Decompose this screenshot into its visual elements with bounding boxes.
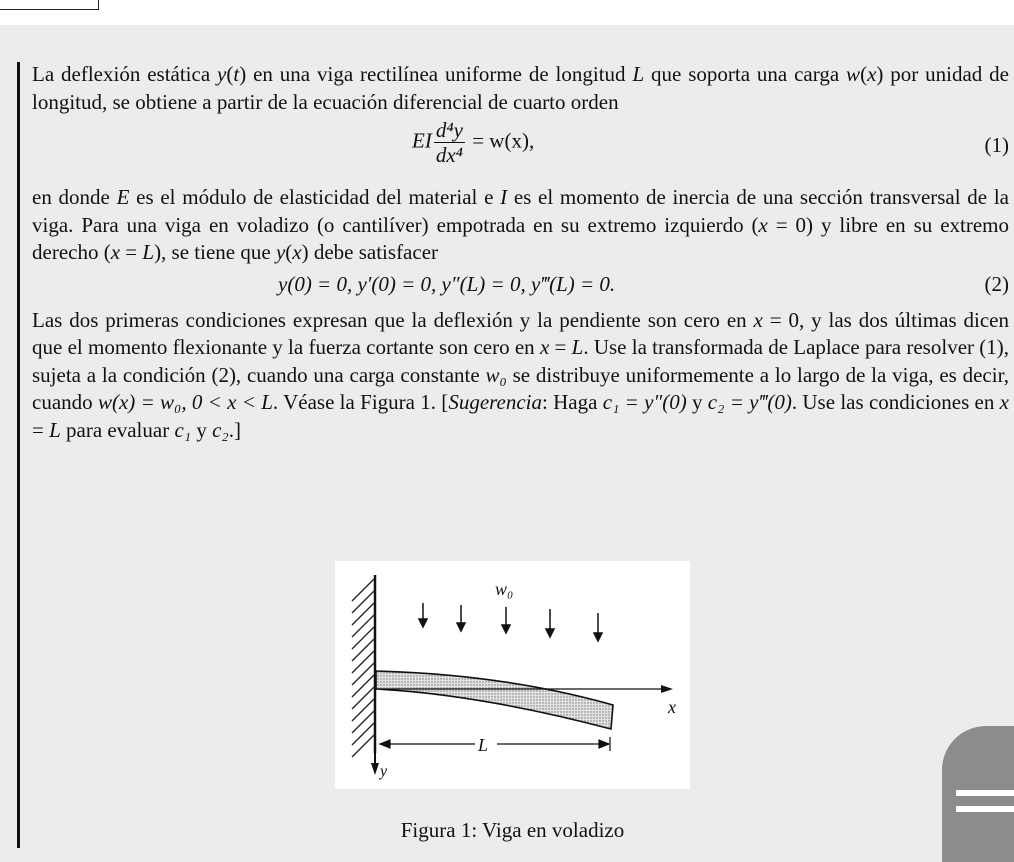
paragraph-intro bbox=[32, 61, 1009, 116]
text: es el momento de inercia de una sección transversal de la viga. Para una viga en voladizo (o cantilíver) empotrada en su extremo izquierdo ( bbox=[32, 185, 1009, 237]
text: = 0) y libre en su extremo derecho ( bbox=[32, 212, 1009, 264]
y-axis-arrow-icon bbox=[371, 763, 379, 775]
figure-caption: Figura 1: Viga en voladizo bbox=[400, 818, 625, 842]
text: La deflexión estática bbox=[32, 62, 218, 86]
math-c1: c₁ bbox=[174, 417, 192, 442]
menu-line-icon bbox=[956, 790, 1014, 796]
text: = bbox=[120, 240, 143, 264]
math-c2-def: c₂ = y‴(0) bbox=[707, 390, 792, 414]
text: ) en una viga rectilínea uniforme de longitud bbox=[239, 62, 633, 86]
text: ), se tiene que bbox=[154, 240, 276, 264]
text: . Use las condiciones en bbox=[791, 390, 1000, 414]
equation-2 bbox=[32, 267, 1009, 307]
math-I: I bbox=[500, 185, 508, 209]
load-label: w₀ bbox=[495, 579, 514, 599]
text: ( bbox=[285, 240, 293, 264]
text: ) debe satisfacer bbox=[301, 240, 439, 264]
eq1-number: (1) bbox=[984, 133, 1009, 157]
problem-text bbox=[32, 61, 1009, 444]
math-y: y bbox=[217, 62, 227, 86]
text: en donde bbox=[32, 185, 117, 209]
left-margin-bar bbox=[17, 62, 20, 848]
eq1-lhs: EI bbox=[412, 128, 432, 153]
text: Las dos primeras condiciones expresan que la deflexión y la pendiente son cero en bbox=[32, 307, 754, 332]
eq1-rhs: = w(x), bbox=[472, 128, 535, 153]
length-label: L bbox=[478, 735, 489, 755]
menu-toggle-button[interactable] bbox=[942, 726, 1014, 862]
text: = bbox=[32, 417, 50, 442]
cantilever-beam-diagram bbox=[335, 561, 690, 789]
math-L: L bbox=[49, 417, 61, 442]
math-L: L bbox=[571, 335, 584, 359]
text: : Haga bbox=[542, 390, 603, 414]
x-axis-arrow-icon bbox=[661, 685, 673, 693]
eq2-number: (2) bbox=[984, 271, 1009, 296]
math-x: x bbox=[110, 240, 121, 264]
text: para evaluar bbox=[60, 417, 175, 442]
hint-label: Sugerencia bbox=[448, 390, 543, 414]
top-frame-box bbox=[0, 0, 99, 10]
math-E: E bbox=[116, 185, 130, 209]
text: ) por unidad de longitud, se obtiene a partir de la ecuación diferencial de cuarto orden bbox=[32, 62, 1009, 114]
math-L: L bbox=[142, 240, 155, 264]
math-w0: w₀ bbox=[485, 362, 507, 387]
y-axis-label: y bbox=[380, 763, 388, 780]
load-arrows bbox=[419, 603, 602, 641]
math-load-condition: w(x) = w₀, 0 < x < L bbox=[97, 390, 273, 414]
math-x: x bbox=[867, 62, 877, 86]
math-x: x bbox=[753, 307, 763, 332]
text: y bbox=[191, 417, 213, 442]
beam-figure bbox=[335, 561, 690, 789]
math-L: L bbox=[632, 62, 645, 86]
text: es el módulo de elasticidad del material e bbox=[129, 185, 501, 209]
text: = bbox=[549, 335, 572, 359]
math-t: t bbox=[233, 62, 240, 86]
x-axis-label: x bbox=[668, 697, 676, 717]
eq1-numerator: d⁴y bbox=[435, 118, 463, 142]
paragraph-material bbox=[32, 184, 1009, 267]
text: . Use la transformada de Laplace para resolver (1), sujeta a la condición (2), cuando una carga constante bbox=[32, 335, 1010, 387]
text: .] bbox=[228, 417, 241, 442]
text: . Véase la Figura 1. [ bbox=[272, 390, 449, 414]
text: y bbox=[686, 390, 708, 414]
text: ( bbox=[860, 62, 868, 86]
text: que soporta una carga bbox=[644, 62, 847, 86]
math-x: x bbox=[292, 240, 302, 264]
math-w: w bbox=[846, 62, 861, 86]
math-c2: c₂ bbox=[212, 417, 229, 442]
eq1-denominator: dx⁴ bbox=[435, 143, 463, 167]
eq1-fraction bbox=[434, 118, 465, 167]
text: se distribuye uniformemente a lo largo de la viga, es decir, cuando bbox=[32, 362, 1009, 414]
paragraph-conditions bbox=[32, 307, 1009, 445]
equation-1 bbox=[32, 116, 1009, 184]
equation-1-body bbox=[412, 118, 534, 167]
beam bbox=[376, 671, 613, 729]
math-c1-def: c₁ = y″(0) bbox=[602, 390, 687, 414]
text: = 0, y las dos últimas dicen que el momento flexionante y la fuerza cortante son cero en bbox=[32, 307, 1009, 359]
math-x: x bbox=[758, 212, 768, 237]
text: ( bbox=[226, 62, 234, 86]
math-x: x bbox=[999, 390, 1009, 414]
equation-2-body: y(0) = 0, y′(0) = 0, y″(L) = 0, y‴(L) = 0. bbox=[278, 271, 616, 296]
math-y: y bbox=[275, 240, 286, 264]
wall-hatching bbox=[352, 575, 375, 757]
math-x: x bbox=[539, 335, 550, 359]
length-dimension bbox=[380, 737, 610, 751]
menu-line-icon bbox=[956, 806, 1014, 812]
